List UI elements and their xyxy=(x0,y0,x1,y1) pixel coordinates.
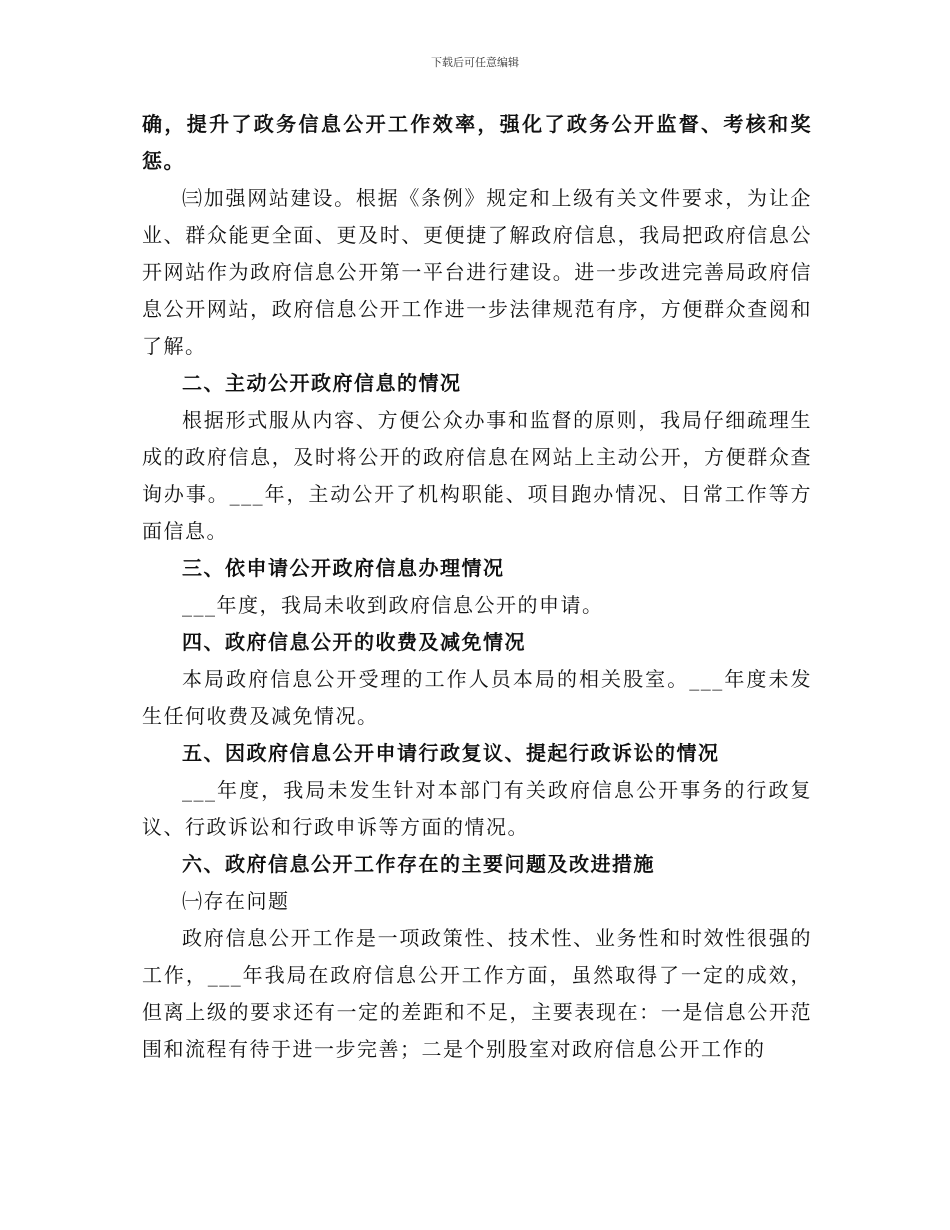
page-header-note: 下载后可任意编辑 xyxy=(431,56,519,69)
paragraph-website-construction: ㈢加强网站建设。根据《条例》规定和上级有关文件要求，为让企业、群众能更全面、更及时、更便捷了解政府信息，我局把政府信息公开网站作为政府信息公开第一平台进行建设。进一步改进完善局政府信息公开网站，政府信息公开工作进一步法律规范有序，方便群众查阅和了解。 xyxy=(142,186,812,358)
paragraph-continued: 确，提升了政务信息公开工作效率，强化了政务公开监督、考核和奖惩。 xyxy=(142,112,812,173)
section-heading-6: 六、政府信息公开工作存在的主要问题及改进措施 xyxy=(182,852,655,876)
document-body xyxy=(142,106,812,1068)
section-heading-2: 二、主动公开政府信息的情况 xyxy=(182,371,462,395)
paragraph-problems: 政府信息公开工作是一项政策性、技术性、业务性和时效性很强的工作，___年我局在政府信息公开工作方面，虽然取得了一定的成效，但离上级的要求还有一定的差距和不足，主要表现在：一是信息公开范围和流程有待于进一步完善；二是个别股室对政府信息公开工作的 xyxy=(142,926,812,1061)
section-heading-4: 四、政府信息公开的收费及减免情况 xyxy=(182,630,526,654)
paragraph-application: ___年度，我局未收到政府信息公开的申请。 xyxy=(182,593,604,617)
paragraph-fees: 本局政府信息公开受理的工作人员本局的相关股室。___年度未发生任何收费及减免情况。 xyxy=(142,667,812,728)
subheading-problems: ㈠存在问题 xyxy=(182,889,290,913)
paragraph-active-disclosure: 根据形式服从内容、方便公众办事和监督的原则，我局仔细疏理生成的政府信息，及时将公开的政府信息在网站上主动公开，方便群众查询办事。___年，主动公开了机构职能、项目跑办情况、日常工作等方面信息。 xyxy=(142,408,812,543)
section-heading-3: 三、依申请公开政府信息办理情况 xyxy=(182,556,505,580)
paragraph-review-litigation: ___年度，我局未发生针对本部门有关政府信息公开事务的行政复议、行政诉讼和行政申诉等方面的情况。 xyxy=(142,778,812,839)
section-heading-5: 五、因政府信息公开申请行政复议、提起行政诉讼的情况 xyxy=(182,741,720,765)
